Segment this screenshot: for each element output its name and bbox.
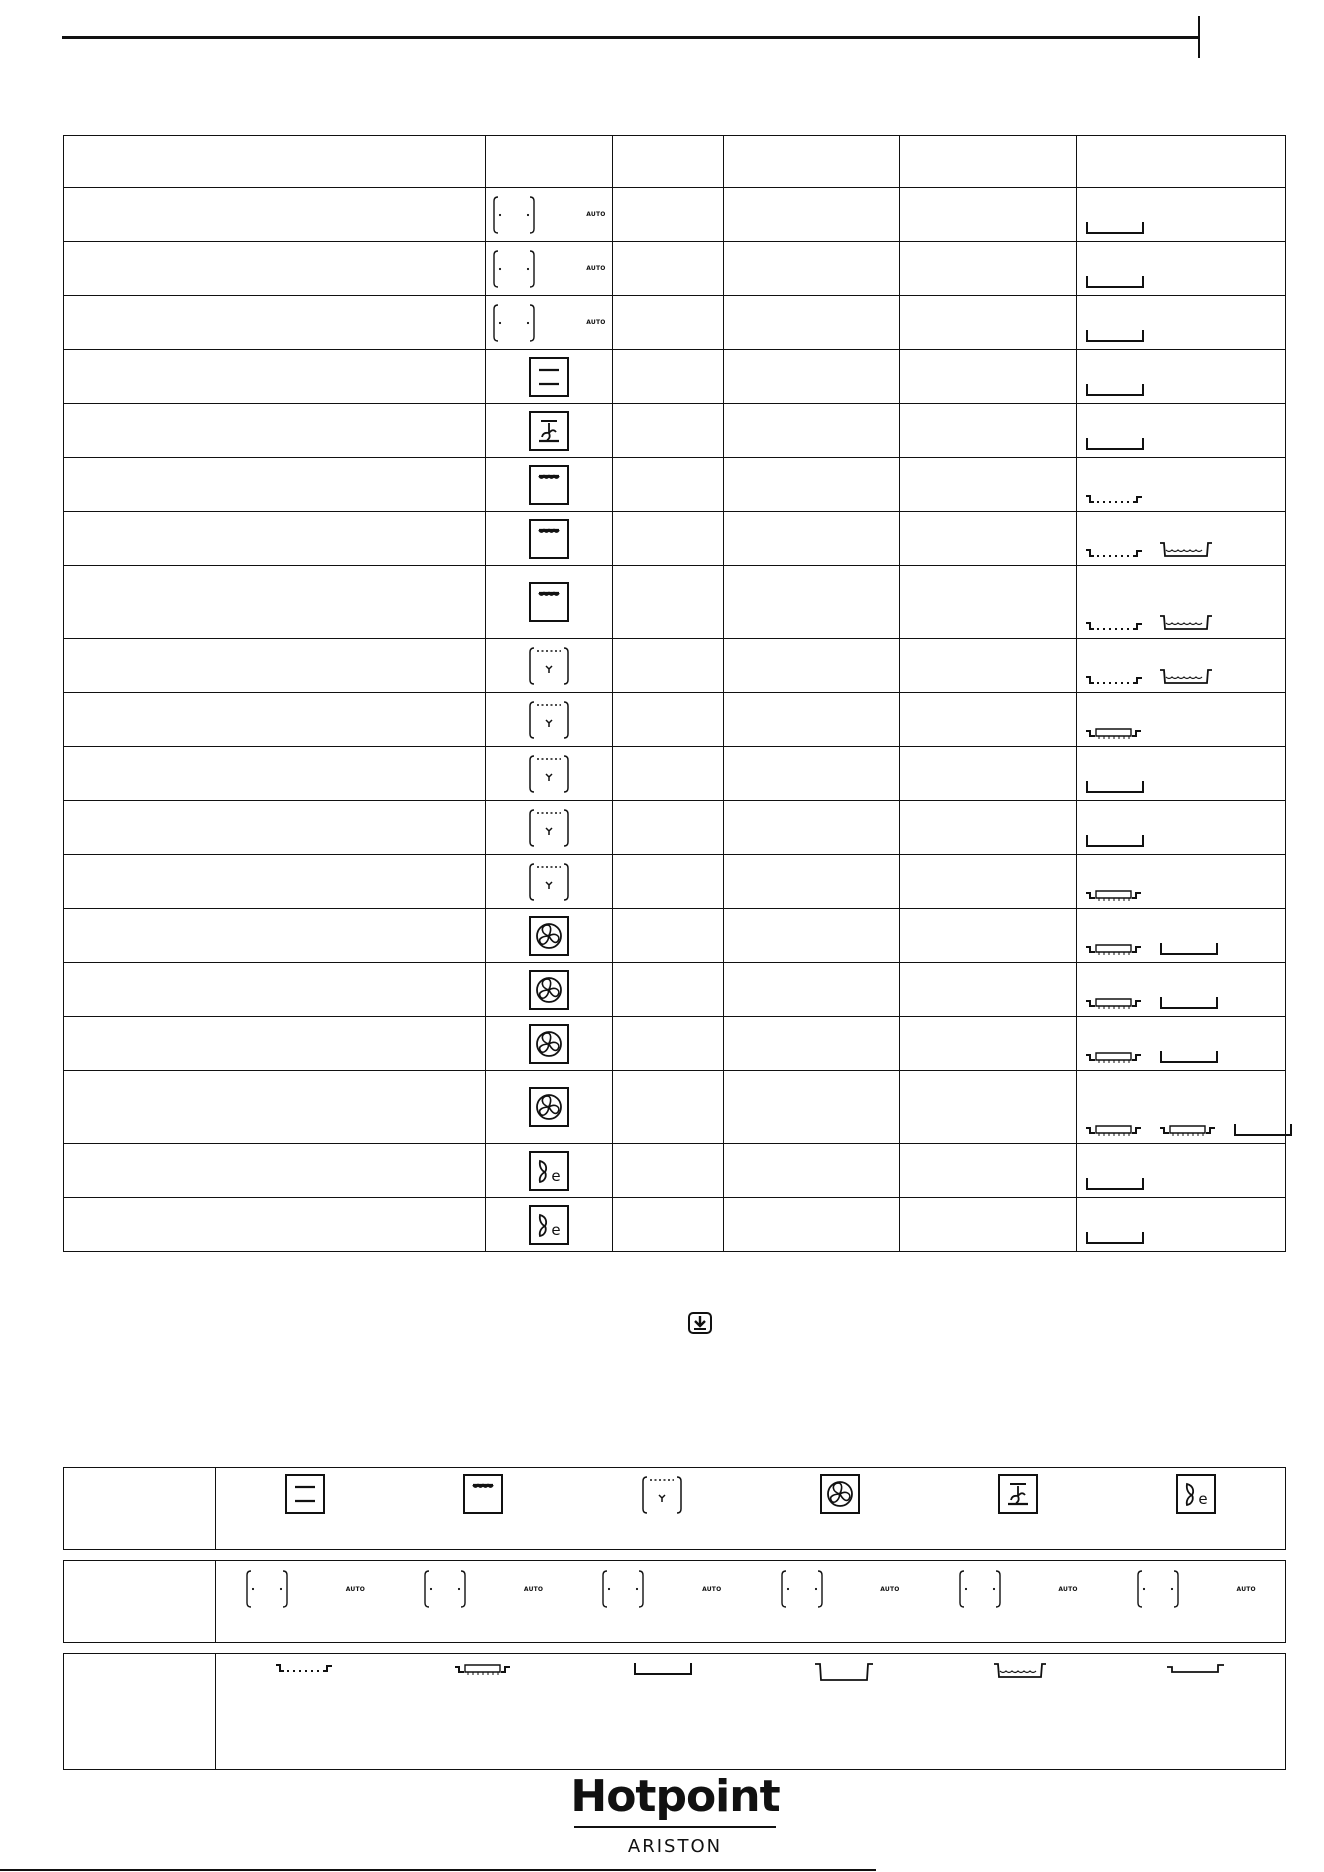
program-display [423,1569,543,1609]
logo-brand: Hotpoint [570,1771,780,1822]
temperature-cell [724,188,900,242]
grid-accessory-icon [1085,620,1145,632]
auto-label: AUTO [586,319,606,326]
accessories-cell [1077,909,1286,963]
pan-accessory-icon [1085,834,1147,848]
function-cell [485,350,612,404]
conventional-function-icon [285,1474,325,1514]
legend-functions-label [64,1468,216,1549]
recipe-cell [64,747,486,801]
pan-accessory-icon [1085,1177,1147,1191]
grid-accessory-icon [1085,547,1145,559]
preheat-cell [612,350,724,404]
fan-function-icon [529,1087,569,1127]
pan-accessory-icon [1085,780,1147,794]
preheat-cell [612,1017,724,1071]
table-row [64,801,1286,855]
program-bracket-icon [1136,1569,1180,1609]
turbo-grill-icon [528,753,570,795]
recipe-cell [64,1144,486,1198]
time-cell [900,296,1077,350]
recipe-cell [64,693,486,747]
program-bracket-icon [245,1569,289,1609]
legend-programs-items [216,1561,1285,1642]
tray-accessory-icon [1166,1662,1226,1674]
grill-function-icon [463,1474,503,1514]
recipe-cell [64,801,486,855]
recipe-cell [64,855,486,909]
temperature-cell [724,639,900,693]
temperature-cell [724,242,900,296]
recipe-cell [64,909,486,963]
accessories-cell [1077,747,1286,801]
time-cell [900,1017,1077,1071]
temperature-cell [724,1198,900,1252]
legend-functions [63,1467,1286,1550]
program-bracket-icon [958,1569,1002,1609]
temperature-cell [724,693,900,747]
accessories-cell [1077,693,1286,747]
legend-programs-label [64,1561,216,1642]
accessories-cell [1077,512,1286,566]
temperature-cell [724,855,900,909]
table-row [64,747,1286,801]
legend-programs [63,1560,1286,1643]
time-cell [900,350,1077,404]
program-display [601,1569,721,1609]
accessories-cell [1077,1071,1286,1144]
time-cell [900,1144,1077,1198]
recipe-cell [64,404,486,458]
program-display [1136,1569,1256,1609]
time-cell [900,1071,1077,1144]
program-bracket-icon [423,1569,467,1609]
time-cell [900,1198,1077,1252]
preheat-cell [612,296,724,350]
eco-function-icon [529,1205,569,1245]
pan-accessory-icon [1085,221,1147,235]
auto-label: AUTO [1058,1585,1078,1593]
preheat-cell [612,1198,724,1252]
recipe-cell [64,512,486,566]
temperature-cell [724,404,900,458]
accessories-cell [1077,801,1286,855]
hotpoint-ariston-logo [570,1772,780,1857]
function-cell [485,1144,612,1198]
temperature-cell [724,458,900,512]
conventional-function-icon [529,357,569,397]
function-cell [485,909,612,963]
table-row [64,1071,1286,1144]
turbo-grill-icon [641,1474,683,1516]
legend-accessories-items [216,1654,1285,1769]
preheat-cell [612,855,724,909]
table-row [64,693,1286,747]
function-cell [485,566,612,639]
function-cell [485,747,612,801]
program-display [958,1569,1078,1609]
accessories-cell [1077,566,1286,639]
logo-sub: ARISTON [627,1836,723,1857]
pan-accessory-icon [1085,1231,1147,1245]
table-row [64,512,1286,566]
auto-label: AUTO [345,1585,366,1593]
recipe-cell [64,350,486,404]
header-cell-temperature [724,136,900,188]
preheat-cell [612,512,724,566]
time-cell [900,909,1077,963]
program-display [780,1569,900,1609]
recipe-cell [64,1198,486,1252]
legend-accessories-label [64,1654,216,1769]
temperature-cell [724,1144,900,1198]
eco-function-icon [1176,1474,1216,1514]
logo-divider [574,1826,776,1828]
accessories-cell [1077,1144,1286,1198]
time-cell [900,747,1077,801]
program-bracket-icon [492,249,536,289]
recipe-cell [64,639,486,693]
function-cell [485,801,612,855]
function-cell [485,404,612,458]
cooking-table [63,135,1286,1252]
pan-accessory-icon [1233,1123,1295,1137]
header-cell-accessories [1077,136,1286,188]
auto-label: AUTO [523,1585,544,1593]
pan-accessory-icon [633,1662,695,1676]
drip-accessory-icon [1159,541,1213,559]
program-display [486,249,612,289]
time-cell [900,512,1077,566]
svg-text:e: e [550,1166,561,1185]
rack-accessory-icon [1085,996,1145,1010]
recipe-cell [64,242,486,296]
time-cell [900,963,1077,1017]
recipe-cell [64,1071,486,1144]
drip-accessory-icon [1159,668,1213,686]
time-cell [900,404,1077,458]
preheat-cell [612,909,724,963]
pan-accessory-icon [1159,942,1221,956]
accessories-cell [1077,855,1286,909]
pan-accessory-icon [1085,383,1147,397]
rack-accessory-icon [1085,942,1145,956]
accessories-cell [1077,639,1286,693]
auto-label: AUTO [880,1585,900,1593]
recipe-cell [64,188,486,242]
auto-label: AUTO [702,1585,722,1593]
table-row [64,566,1286,639]
fan-function-icon [529,970,569,1010]
temperature-cell [724,350,900,404]
temperature-cell [724,909,900,963]
time-cell [900,188,1077,242]
temperature-cell [724,747,900,801]
preheat-cell [612,242,724,296]
rack-accessory-icon [1159,1123,1219,1137]
function-cell [485,855,612,909]
program-bracket-icon [780,1569,824,1609]
preheat-cell [612,693,724,747]
function-cell [485,1198,612,1252]
function-cell [485,242,612,296]
function-cell [485,512,612,566]
recipe-cell [64,1017,486,1071]
accessories-cell [1077,350,1286,404]
preheat-cell [612,1071,724,1144]
header-cell-time [900,136,1077,188]
accessories-cell [1077,296,1286,350]
table-row [64,963,1286,1017]
table-row [64,404,1286,458]
fan-function-icon [529,1024,569,1064]
function-cell [485,963,612,1017]
grid-accessory-icon [275,1662,335,1674]
program-bracket-icon [601,1569,645,1609]
program-display [245,1569,365,1609]
eco-function-icon [529,1151,569,1191]
recipe-cell [64,566,486,639]
temperature-cell [724,801,900,855]
auto-label: AUTO [586,265,606,272]
table-row [64,1198,1286,1252]
temperature-cell [724,1071,900,1144]
time-cell [900,801,1077,855]
function-cell [485,693,612,747]
legend-accessories [63,1653,1286,1770]
preheat-cell [612,188,724,242]
legend-functions-items [216,1468,1285,1549]
accessories-cell [1077,404,1286,458]
accessories-cell [1077,242,1286,296]
preheat-cell [612,404,724,458]
table-row [64,242,1286,296]
lower-fan-function-icon [998,1474,1038,1514]
accessories-cell [1077,1017,1286,1071]
grid-accessory-icon [1085,493,1145,505]
accessories-cell [1077,963,1286,1017]
auto-label: AUTO [586,211,606,218]
grill-function-icon [529,519,569,559]
grid-accessory-icon [1085,674,1145,686]
pan-accessory-icon [1085,437,1147,451]
svg-text:e: e [1198,1490,1208,1508]
rack-accessory-icon [1085,726,1145,740]
time-cell [900,639,1077,693]
time-cell [900,242,1077,296]
preheat-cell [612,458,724,512]
program-display [486,303,612,343]
accessories-cell [1077,188,1286,242]
recipe-cell [64,458,486,512]
rack-accessory-icon [454,1662,514,1676]
top-rule [62,36,1198,39]
function-cell [485,1071,612,1144]
grill-function-icon [529,465,569,505]
temperature-cell [724,566,900,639]
lower-fan-function-icon [529,411,569,451]
table-row [64,296,1286,350]
table-row [64,188,1286,242]
header-cell-function [485,136,612,188]
function-cell [485,458,612,512]
preheat-cell [612,639,724,693]
preheat-cell [612,747,724,801]
function-cell [485,188,612,242]
drip-accessory-icon [1159,614,1213,632]
table-row [64,1017,1286,1071]
temperature-cell [724,963,900,1017]
function-cell [485,639,612,693]
preheat-cell [612,566,724,639]
table-row [64,909,1286,963]
turbo-grill-icon [528,699,570,741]
rack-accessory-icon [1085,888,1145,902]
fan-function-icon [820,1474,860,1514]
header-cell-recipe [64,136,486,188]
pan-accessory-icon [1159,996,1221,1010]
table-row [64,350,1286,404]
rack-accessory-icon [1085,1123,1145,1137]
table-row [64,458,1286,512]
grill-function-icon [529,582,569,622]
auto-label: AUTO [1236,1585,1256,1593]
preheat-cell [612,801,724,855]
recipe-cell [64,296,486,350]
top-crop-mark [1198,16,1200,58]
table-row [64,639,1286,693]
table-row [64,1144,1286,1198]
drip-accessory-icon [993,1662,1047,1680]
pan-accessory-icon [1085,329,1147,343]
preheat-cell [612,1144,724,1198]
table-row [64,855,1286,909]
table-header-row [64,136,1286,188]
turbo-grill-icon [528,807,570,849]
program-display [486,195,612,235]
turbo-grill-icon [528,645,570,687]
deep-pan-accessory-icon [814,1662,874,1682]
pan-accessory-icon [1085,275,1147,289]
preheat-cell [612,963,724,1017]
function-cell [485,296,612,350]
download-icon [687,1311,713,1335]
time-cell [900,693,1077,747]
accessories-cell [1077,458,1286,512]
fan-function-icon [529,916,569,956]
temperature-cell [724,296,900,350]
time-cell [900,855,1077,909]
pan-accessory-icon [1159,1050,1221,1064]
turbo-grill-icon [528,861,570,903]
bottom-rule [0,1869,876,1871]
recipe-cell [64,963,486,1017]
time-cell [900,566,1077,639]
function-cell [485,1017,612,1071]
time-cell [900,458,1077,512]
svg-text:e: e [550,1220,561,1239]
header-cell-preheat [612,136,724,188]
temperature-cell [724,1017,900,1071]
accessories-cell [1077,1198,1286,1252]
program-bracket-icon [492,303,536,343]
temperature-cell [724,512,900,566]
program-bracket-icon [492,195,536,235]
rack-accessory-icon [1085,1050,1145,1064]
